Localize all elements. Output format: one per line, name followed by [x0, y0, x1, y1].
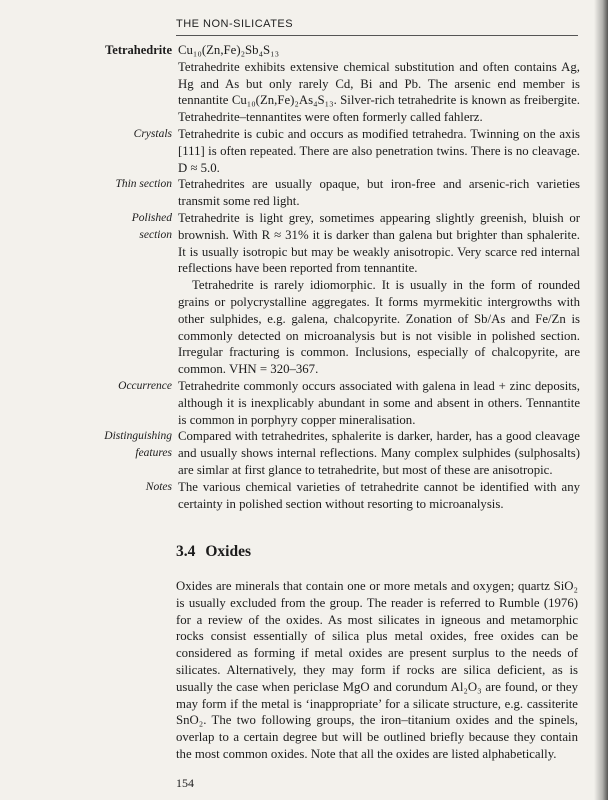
- page-number: 154: [176, 776, 194, 790]
- entry-text-thin-section: Tetrahedrites are usually opaque, but iron-free and arsenic-rich varieties transmit some red light.: [178, 177, 580, 209]
- entry-distinguishing-features: [18, 428, 580, 478]
- entry-text-polished-section: Tetrahedrite is light grey, sometimes appearing slightly greenish, bluish or brownish. With R ≈ 31% it is darker than galena but brighter than sphalerite. It is usually isotropic but may be weakly anisotropic. Very scarce red internal reflections have been reported from tennantite.: [178, 210, 580, 276]
- formula: Cu₁₀(Zn,Fe)₂Sb₄S₁₃: [178, 43, 280, 57]
- section-body: [176, 578, 578, 763]
- section-title: Oxides: [205, 543, 252, 560]
- header-rule: [176, 35, 578, 36]
- section-heading: [176, 543, 251, 561]
- entry-label-notes: Notes: [145, 480, 172, 493]
- entry-crystals: [18, 126, 580, 176]
- entry-text-distinguishing-features: Compared with tetrahedrites, sphalerite is darker, harder, has a good cleavage and usually shows internal reflections. Many complex sulphides (sulphosalts) are simlar at first glance to tetrahedrite, but most of these are anisotropic.: [178, 429, 580, 477]
- entry-text-crystals: Tetrahedrite is cubic and occurs as modified tetrahedra. Twinning on the axis [111] is often repeated. There are also penetration twins. There is no cleavage. D ≈ 5.0.: [178, 126, 580, 175]
- entry-polished-section: [18, 210, 580, 378]
- entry-label-polished-section: Polished section: [131, 211, 172, 241]
- page-edge-shadow: [594, 0, 608, 800]
- entry-thin-section: [18, 176, 580, 210]
- entry-occurrence: [18, 378, 580, 428]
- entry-label-distinguishing-features: Distinguishing features: [104, 430, 172, 460]
- entry-label-thin-section: Thin section: [115, 178, 172, 191]
- section-paragraph: Oxides are minerals that contain one or more metals and oxygen; quartz SiO₂ is usually excluded from the group. The reader is referred to Rumble (1976) for a review of the oxides. As most silicates in igneous and metamorphic rocks consist essentially of silica plus metal oxides, free oxides can be considered as forming if metal oxides are present surplus to the needs of silicates. Alternatively, they may form if rocks are silica deficient, as is usually the case when periclase MgO and corundum Al₂O₃ are found, or they may form if the metal is ‘inappropriate’ for a silicate structure, e.g. cassiterite SnO₂. The two following groups, the iron–titanium oxides and the spinels, overlap to a certain degree but will be outlined briefly because they contain the most common oxides. Note that all the oxides are listed alphabetically.: [176, 579, 578, 761]
- running-header: THE NON-SILICATES: [176, 18, 294, 30]
- entry-label-tetrahedrite: Tetrahedrite: [105, 43, 172, 57]
- mineral-entry: [18, 42, 580, 512]
- entry-label-crystals: Crystals: [133, 127, 172, 140]
- entry-tetrahedrite: [18, 42, 580, 126]
- entry-notes: [18, 479, 580, 513]
- entry-text-notes: The various chemical varieties of tetrahedrite cannot be identified with any certainty in polished section without resorting to microanalysis.: [178, 479, 580, 511]
- entry-label-occurrence: Occurrence: [118, 379, 172, 392]
- entry-text-occurrence: Tetrahedrite commonly occurs associated with galena in lead + zinc deposits, although it is inexplicably abundant in some and absent in others. Tennantite is common in porphyry copper mineralisation.: [178, 378, 580, 427]
- entry-text-polished-section-2: Tetrahedrite is rarely idiomorphic. It is usually in the form of rounded grains or polycrystalline aggregates. It forms myrmekitic intergrowths with other sulphides, e.g. galena, chalcopyrite. Zonation of Sb/As and Fe/Zn is commonly detected on microanalysis but is not visible in polished section. Irregular fracturing is common. Inclusions, especially of chalcopyrite, are common. VHN = 320–367.: [178, 278, 580, 377]
- section-number: 3.4: [176, 543, 196, 560]
- entry-text-tetrahedrite: Tetrahedrite exhibits extensive chemical substitution and often contains Ag, Hg and As but only rarely Cd, Bi and Pb. The arsenic end member is tennantite Cu₁₀(Zn,Fe)₂As₄S₁₃. Silver-rich tetrahedrite is known as freibergite. Tetrahedrite–tennantites were often formerly called fahlerz.: [178, 59, 580, 125]
